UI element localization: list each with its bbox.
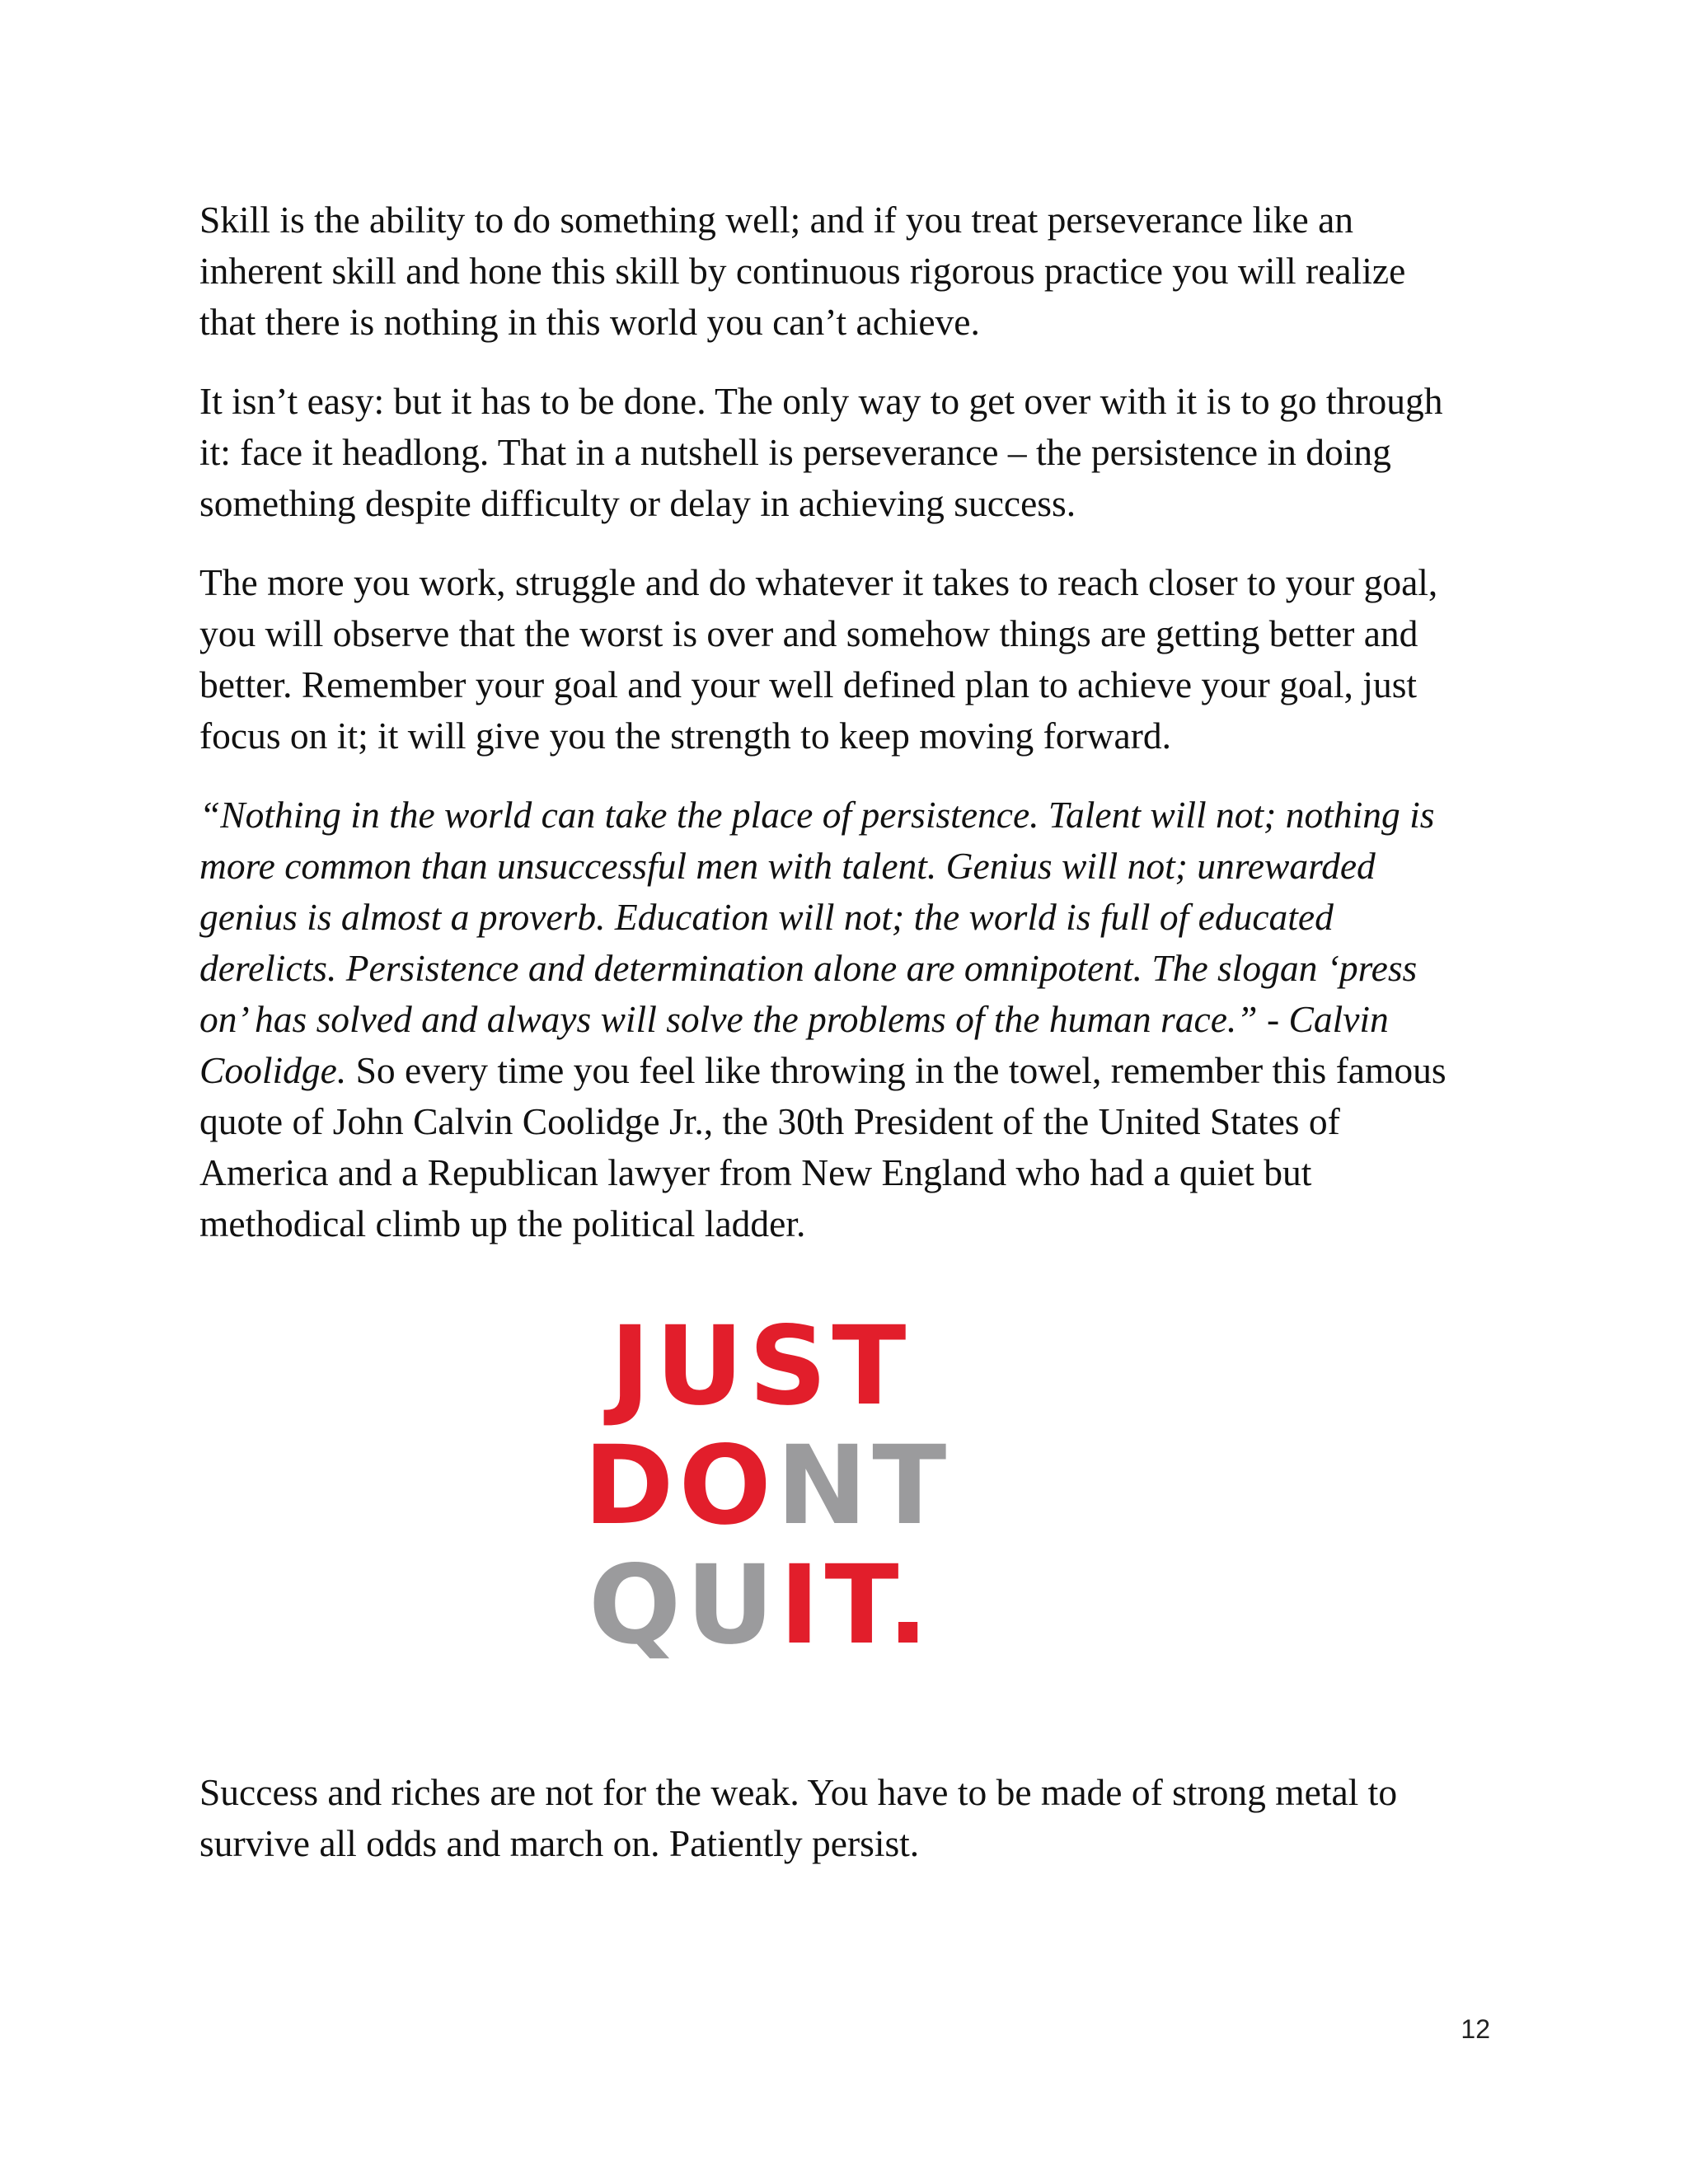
quote-line: more common than unsuccessful men with talent. Genius will not; unrewarded [199,845,1376,887]
paragraph-line: Success and riches are not for the weak. You have to be made of strong metal to [199,1771,1398,1813]
paragraph-line: Skill is the ability to do something well; and if you treat perseverance like an [199,199,1354,241]
paragraph-line: that there is nothing in this world you can’t achieve. [199,301,980,343]
poster-line-dont [577,1422,1078,1549]
quote-line: derelicts. Persistence and determination alone are omnipotent. The slogan ‘press [199,947,1418,989]
paragraph-text: So every time you feel like throwing in the towel, remember this famous [346,1049,1447,1091]
quote-line: “Nothing in the world can take the place of persistence. Talent will not; nothing is [199,794,1435,836]
paragraph-line: methodical climb up the political ladder. [199,1202,806,1244]
paragraph-line: survive all odds and march on. Patiently persist. [199,1822,920,1864]
page-number: 12 [1461,2014,1490,2044]
paragraph-line: you will observe that the worst is over and somehow things are getting better and [199,612,1418,654]
paragraph-line: it: face it headlong. That in a nutshell is perseverance – the persistence in doing [199,431,1391,473]
quote-line: on’ has solved and always will solve the problems of the human race.” - Calvin [199,998,1389,1040]
paragraph-line: better. Remember your goal and your well defined plan to achieve your goal, just [199,663,1418,705]
paragraph-line: inherent skill and hone this skill by continuous rigorous practice you will realize [199,250,1406,292]
poster-text-red: JUST [610,1303,912,1430]
quote-attribution: Coolidge. [199,1049,347,1091]
poster-text-grey: NT [776,1422,952,1549]
paragraph-line: quote of John Calvin Coolidge Jr., the 30th President of the United States of [199,1100,1340,1142]
paragraph-coolidge-quote [199,790,1502,1249]
paragraph-line: America and a Republican lawyer from New England who had a quiet but [199,1151,1312,1193]
poster-text-red: IT. [779,1542,934,1669]
just-dont-quit-poster [577,1303,1071,1675]
paragraph-skill [199,194,1502,348]
mixed-line [199,1045,1502,1096]
quote-line: genius is almost a proverb. Education will not; the world is full of educated [199,896,1334,938]
poster-line-just [577,1303,1104,1430]
paragraph-line: focus on it; it will give you the strength to keep moving forward. [199,715,1172,757]
paragraph-success-riches [199,1767,1502,1869]
paragraph-not-easy [199,376,1502,529]
poster-line-quit [577,1542,1083,1669]
poster-text-grey: QU [588,1542,780,1669]
paragraph-line: It isn’t easy: but it has to be done. The only way to get over with it is to go through [199,380,1443,422]
poster-text-red: DO [584,1422,776,1549]
paragraph-work-struggle [199,557,1502,762]
paragraph-line: The more you work, struggle and do whatever it takes to reach closer to your goal, [199,561,1438,603]
paragraph-line: something despite difficulty or delay in achieving success. [199,482,1076,524]
